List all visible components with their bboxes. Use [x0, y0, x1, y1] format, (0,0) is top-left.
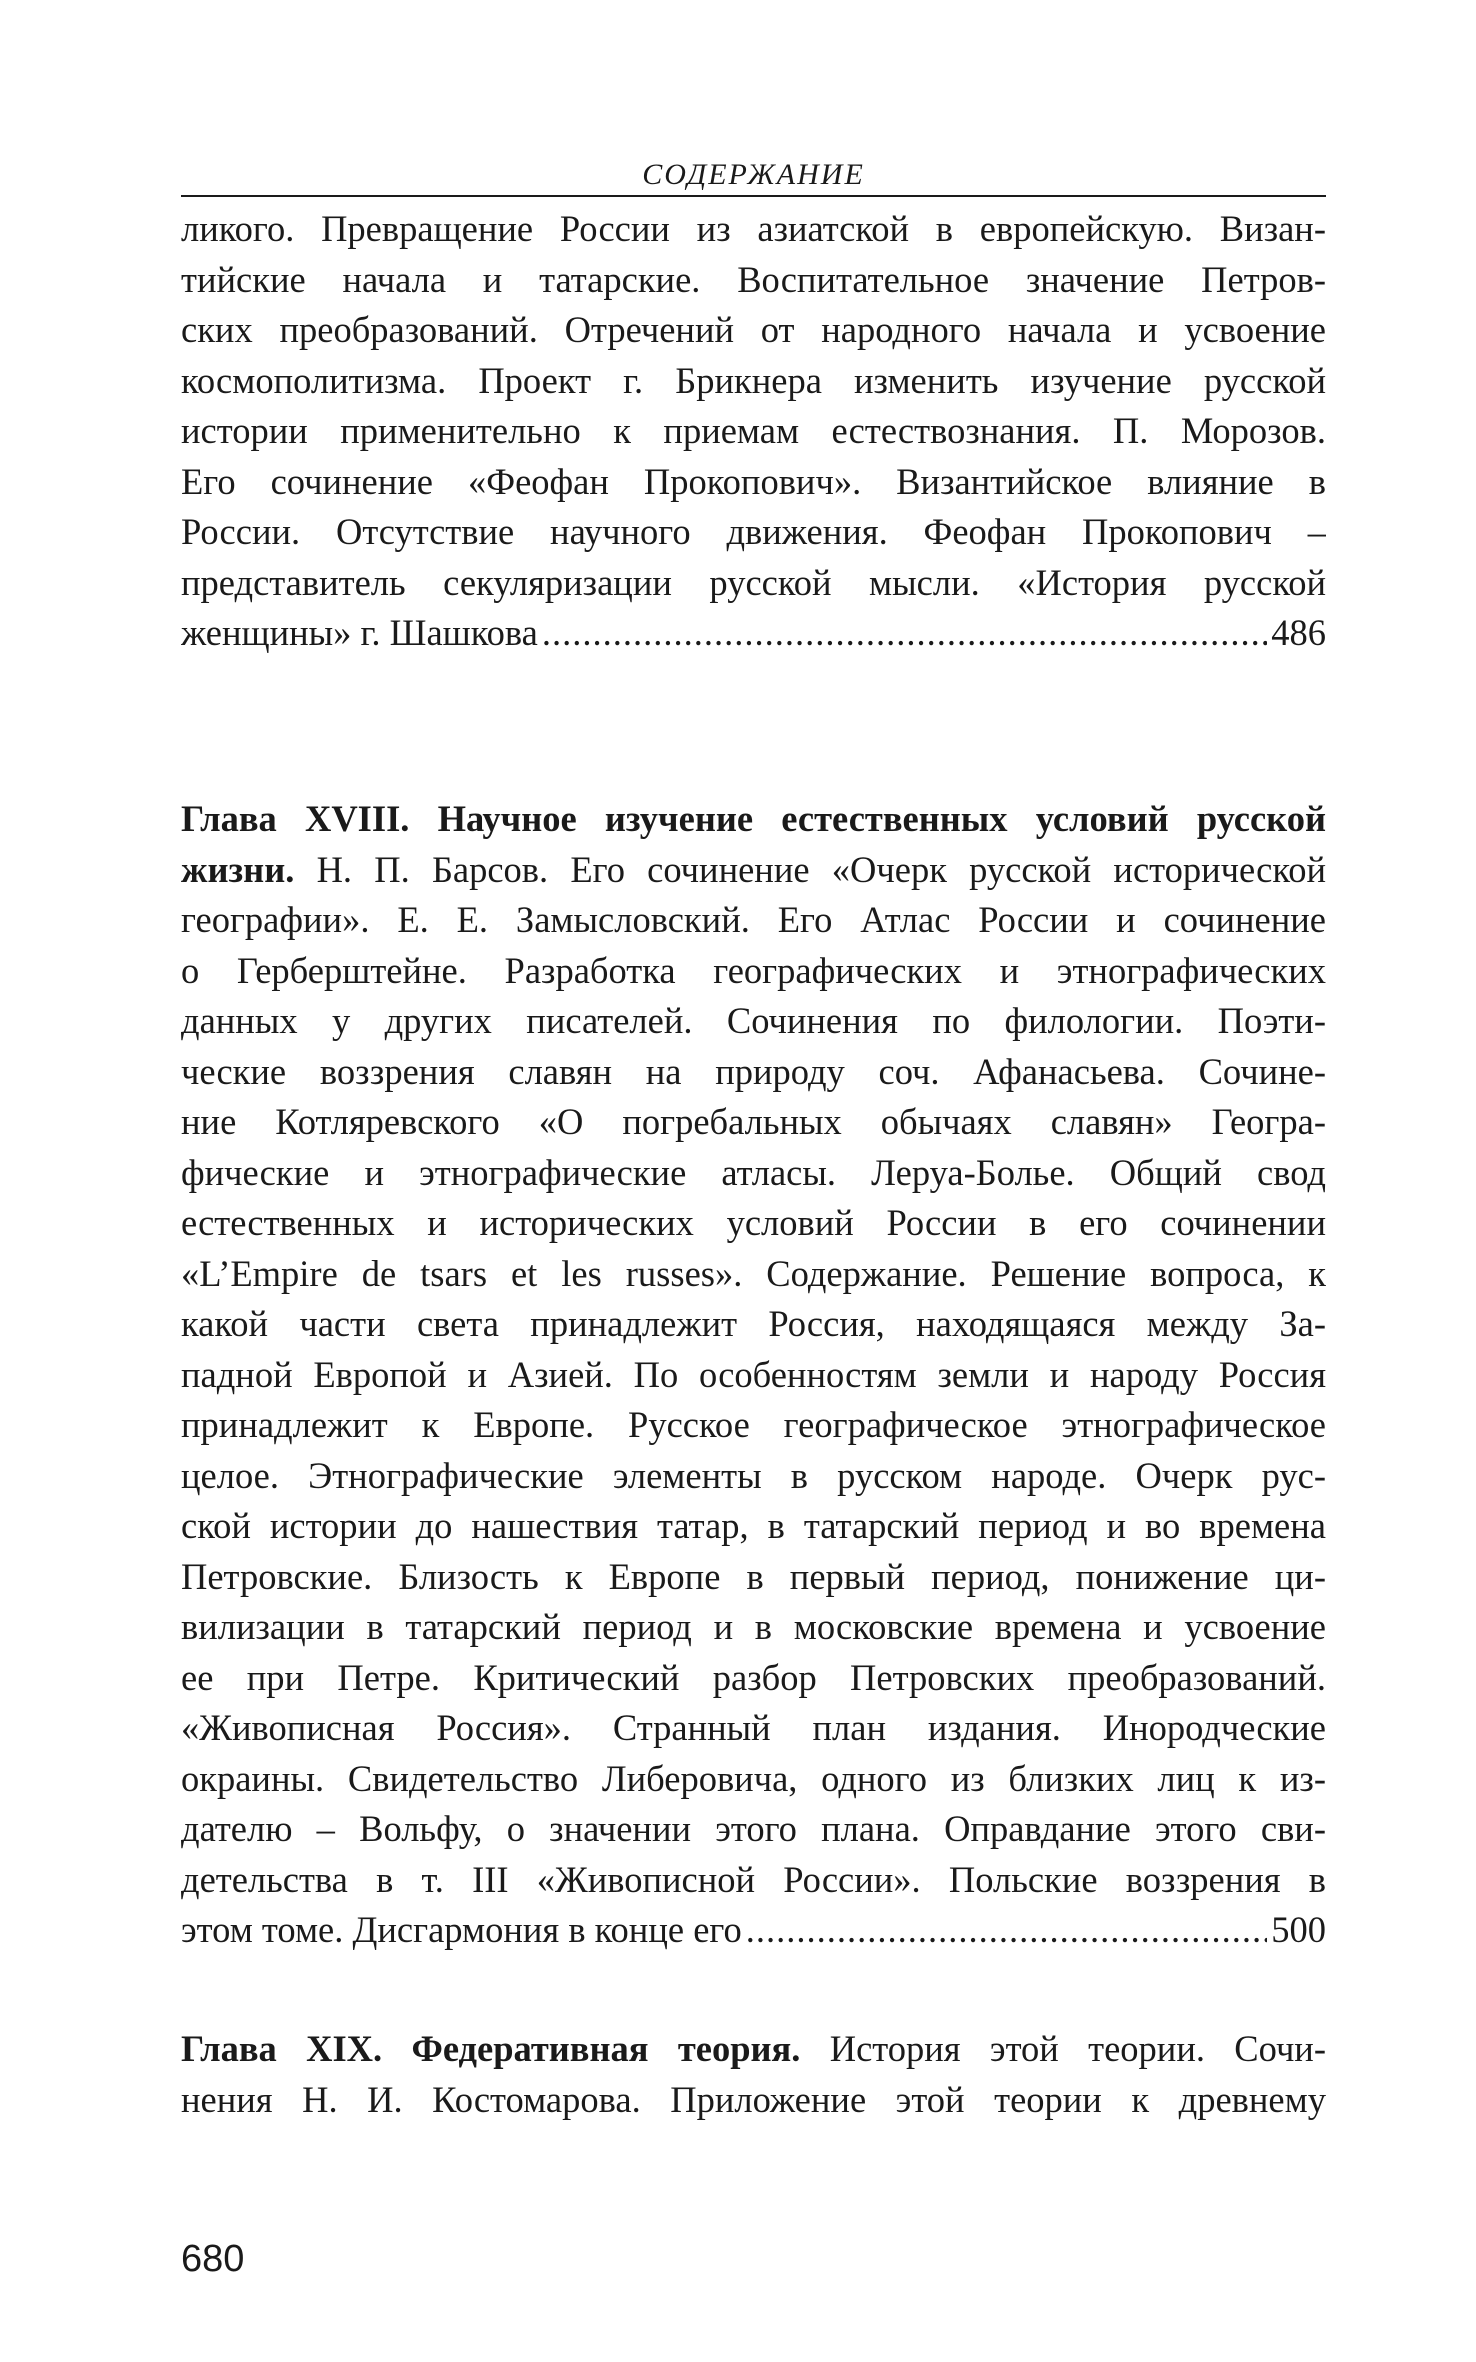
toc-last-line — [181, 1905, 1326, 1956]
text-line: космополитизма. Проект г. Брикнера изменить изучение русской — [181, 359, 1326, 401]
text-line: вилизации в татарский период и в московские времена и усвоение — [181, 1606, 1326, 1647]
text-line: детельства в т. III «Живописной России». Польские воззрения в — [181, 1858, 1326, 1900]
toc-entry-chapter-18 — [181, 794, 1326, 1956]
toc-entry-chapter-19 — [181, 2024, 1326, 2125]
text-line: нения Н. И. Костомарова. Приложение этой теории к древнему — [181, 2078, 1326, 2120]
chapter-title: Глава XVIII. Научное изучение естественных условий русской — [181, 798, 1326, 839]
text-line: географии». Е. Е. Замысловский. Его Атлас России и сочинение — [181, 899, 1326, 940]
text-line: ние Котляревского «О погребальных обычаях славян» Геогра- — [181, 1101, 1326, 1142]
text-line: ской истории до нашествия татар, в татарский период и во времена — [181, 1505, 1326, 1546]
text-line: «L’Empire de tsars et les russes». Содержание. Решение вопроса, к — [181, 1252, 1326, 1294]
text-line: о Герберштейне. Разработка географических и этнографических — [181, 949, 1326, 991]
text-line: ческие воззрения славян на природу соч. Афанасьева. Сочине- — [181, 1050, 1326, 1092]
text-line: дателю – Вольфу, о значении этого плана. Оправдание этого сви- — [181, 1808, 1326, 1849]
text-line: какой части света принадлежит Россия, находящаяся между За- — [181, 1303, 1326, 1344]
text-line: женщины» г. Шашкова — [181, 612, 538, 653]
header-rule — [181, 195, 1326, 197]
text-line: тийские начала и татарские. Воспитательное значение Петров- — [181, 258, 1326, 300]
text-line: представитель секуляризации русской мысли. «История русской — [181, 561, 1326, 603]
toc-page-ref: 486 — [1271, 612, 1326, 653]
text-line: естественных и исторических условий России в его сочинении — [181, 1202, 1326, 1243]
text-line: целое. Этнографические элементы в русском народе. Очерк рус- — [181, 1454, 1326, 1496]
text-line: ских преобразований. Отречений от народного начала и усвоение — [181, 309, 1326, 350]
dot-leader — [746, 1905, 1268, 1956]
text-line: ее при Петре. Критический разбор Петровских преобразований. — [181, 1656, 1326, 1698]
text-line: принадлежит к Европе. Русское географическое этнографическое — [181, 1404, 1326, 1445]
text-line: данных у других писателей. Сочинения по филологии. Поэти- — [181, 1000, 1326, 1041]
dot-leader — [542, 608, 1267, 659]
text-line: ликого. Превращение России из азиатской в европейскую. Визан- — [181, 208, 1326, 249]
text-line: этом томе. Дисгармония в конце его — [181, 1909, 742, 1950]
text-line: жизни. Н. П. Барсов. Его сочинение «Очерк русской исторической — [181, 848, 1326, 890]
text-line: России. Отсутствие научного движения. Феофан Прокопович – — [181, 511, 1326, 552]
text-line: «Живописная Россия». Странный план издания. Инородческие — [181, 1707, 1326, 1748]
text-line: фические и этнографические атласы. Леруа-Болье. Общий свод — [181, 1151, 1326, 1193]
chapter-title: Глава XIX. Федеративная теория. История этой теории. Сочи- — [181, 2028, 1326, 2069]
running-header: СОДЕРЖАНИЕ — [642, 158, 865, 191]
toc-page-ref: 500 — [1271, 1909, 1326, 1950]
text-line: истории применительно к приемам естествознания. П. Морозов. — [181, 410, 1326, 451]
text-line: окраины. Свидетельство Либеровича, одного из близких лиц к из- — [181, 1757, 1326, 1799]
text-line: Петровские. Близость к Европе в первый период, понижение ци- — [181, 1555, 1326, 1597]
toc-last-line — [181, 608, 1326, 659]
text-line: падной Европой и Азией. По особенностям земли и народу Россия — [181, 1353, 1326, 1395]
text-line: Его сочинение «Феофан Прокопович». Византийское влияние в — [181, 460, 1326, 502]
page-number: 680 — [181, 2238, 245, 2280]
